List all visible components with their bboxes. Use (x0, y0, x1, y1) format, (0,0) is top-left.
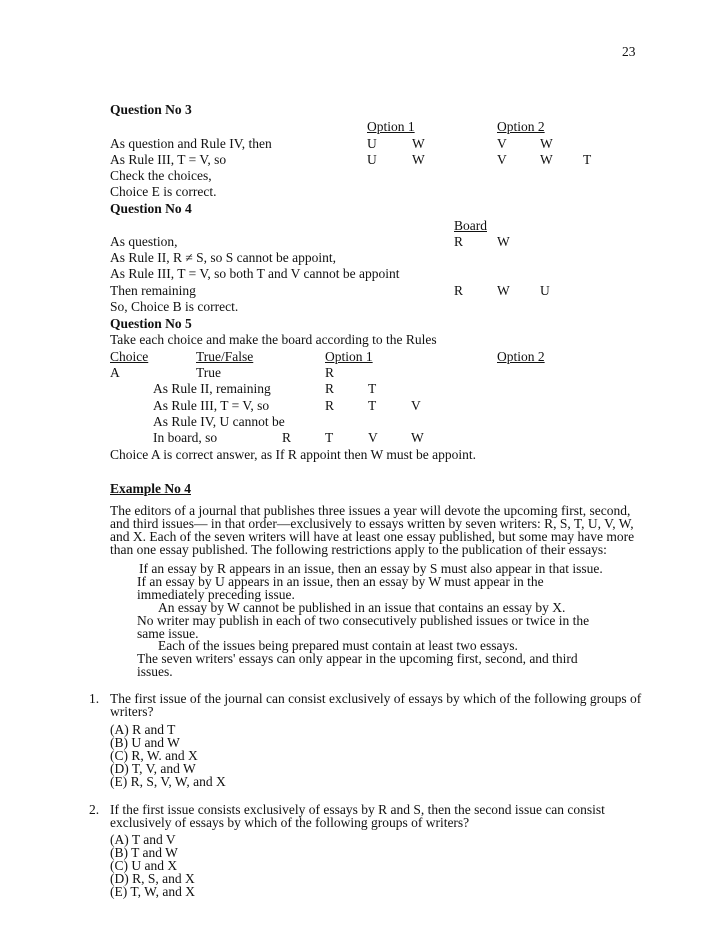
rule-line: If an essay by R appears in an issue, then an essay by S must also appear in that issue. (139, 561, 603, 576)
rule-line: An essay by W cannot be published in an issue that contains an essay by X. (158, 600, 566, 615)
rule-line: No writer may publish in each of two consecutively published issues or twice in the (137, 613, 590, 628)
q5-step3: As Rule IV, U cannot be (153, 414, 285, 429)
q5-step2-val-c: V (411, 398, 421, 413)
q5-intro: Take each choice and make the board according to the Rules (110, 332, 437, 347)
question-1-number: 1. (89, 691, 100, 706)
q3-line2-o2-a: V (497, 152, 507, 167)
question-1-option: (D) T, V, and W (110, 761, 196, 776)
question-1-option: (E) R, S, V, W, and X (110, 774, 226, 789)
question-2-number: 2. (89, 802, 100, 817)
q5-inboard-val-c: V (368, 430, 378, 445)
q5-step2: As Rule III, T = V, so (153, 398, 270, 413)
q4-line4: Then remaining (110, 283, 196, 298)
q5-col-tf: True/False (196, 349, 254, 364)
q3-option1-header: Option 1 (367, 119, 415, 134)
q4-line5: So, Choice B is correct. (110, 299, 239, 314)
q5-col-opt2: Option 2 (497, 349, 545, 364)
example-para-line: than one essay published. The following restrictions apply to the publication of their essays: (110, 542, 607, 557)
q4-line1-board-b: W (497, 234, 510, 249)
question-2-option: (A) T and V (110, 832, 176, 847)
q4-board-header: Board (454, 218, 487, 233)
question-1-option: (C) R, W. and X (110, 748, 198, 763)
q4-line2: As Rule II, R ≠ S, so S cannot be appoint, (110, 250, 337, 265)
q4-line3: As Rule III, T = V, so both T and V cannot be appoint (110, 266, 400, 281)
question-2-option: (C) U and X (110, 858, 178, 873)
q3-heading: Question No 3 (110, 102, 192, 117)
q5-step2-val-a: R (325, 398, 335, 413)
question-2-stem: If the first issue consists exclusively of essays by R and S, then the second issue can consist (110, 802, 605, 817)
q4-line4-board-a: R (454, 283, 464, 298)
q5-inboard-val-a: R (282, 430, 292, 445)
example-heading: Example No 4 (110, 481, 191, 496)
q3-line2-o1-a: U (367, 152, 377, 167)
q3-line4: Choice E is correct. (110, 184, 217, 199)
question-1-stem: The first issue of the journal can consist exclusively of essays by which of the following groups of (110, 691, 642, 706)
q4-line4-board-c: U (540, 283, 550, 298)
q4-line1: As question, (110, 234, 178, 249)
question-1-option: (B) U and W (110, 735, 180, 750)
rule-line: issues. (137, 664, 173, 679)
q5-row-choice: A (110, 365, 120, 380)
question-2-option: (E) T, W, and X (110, 884, 195, 899)
q3-line2-o2-b: W (540, 152, 553, 167)
rule-line: Each of the issues being prepared must contain at least two essays. (158, 638, 518, 653)
q3-line1-o1-a: U (367, 136, 377, 151)
q5-step2-val-b: T (368, 398, 377, 413)
q5-col-opt1: Option 1 (325, 349, 373, 364)
q5-step1-val-b: T (368, 381, 377, 396)
q5-step1: As Rule II, remaining (153, 381, 271, 396)
example-para-line: and X. Each of the seven writers will have at least one essay published, but some may have more (110, 529, 635, 544)
question-2-option: (D) R, S, and X (110, 871, 195, 886)
q5-inboard-val-b: T (325, 430, 334, 445)
question-2-option: (B) T and W (110, 845, 178, 860)
q5-step1-val-a: R (325, 381, 335, 396)
q4-heading: Question No 4 (110, 201, 192, 216)
q5-row-opt1: R (325, 365, 335, 380)
q3-line1-o2-a: V (497, 136, 507, 151)
rule-line: same issue. (137, 626, 199, 641)
question-2-stem: exclusively of essays by which of the following groups of writers? (110, 815, 470, 830)
rule-line: immediately preceding issue. (137, 587, 295, 602)
q4-line4-board-b: W (497, 283, 510, 298)
example-para-line: The editors of a journal that publishes three issues a year will devote the upcoming first, second, (110, 503, 631, 518)
q3-line2-o1-b: W (412, 152, 425, 167)
q5-heading: Question No 5 (110, 316, 192, 331)
example-para-line: and third issues— in that order—exclusively to essays written by seven writers: R, S, T, U, V, W, (110, 516, 634, 531)
q5-row-tf: True (196, 365, 222, 380)
rule-line: The seven writers' essays can only appear in the upcoming first, second, and third (137, 651, 578, 666)
q3-line1-o2-b: W (540, 136, 553, 151)
q3-line2: As Rule III, T = V, so (110, 152, 227, 167)
q5-conclusion: Choice A is correct answer, as If R appoint then W must be appoint. (110, 447, 477, 462)
rule-line: If an essay by U appears in an issue, then an essay by W must appear in the (137, 574, 544, 589)
q5-col-choice: Choice (110, 349, 149, 364)
q5-inboard-val-d: W (411, 430, 424, 445)
q3-line1: As question and Rule IV, then (110, 136, 272, 151)
q3-line2-o2-c: T (583, 152, 592, 167)
page-number: 23 (622, 44, 636, 59)
q4-line1-board-a: R (454, 234, 464, 249)
q3-line3: Check the choices, (110, 168, 212, 183)
q3-line1-o1-b: W (412, 136, 425, 151)
question-1-option: (A) R and T (110, 722, 176, 737)
q3-option2-header: Option 2 (497, 119, 545, 134)
question-1-stem: writers? (110, 704, 154, 719)
q5-inboard: In board, so (153, 430, 218, 445)
